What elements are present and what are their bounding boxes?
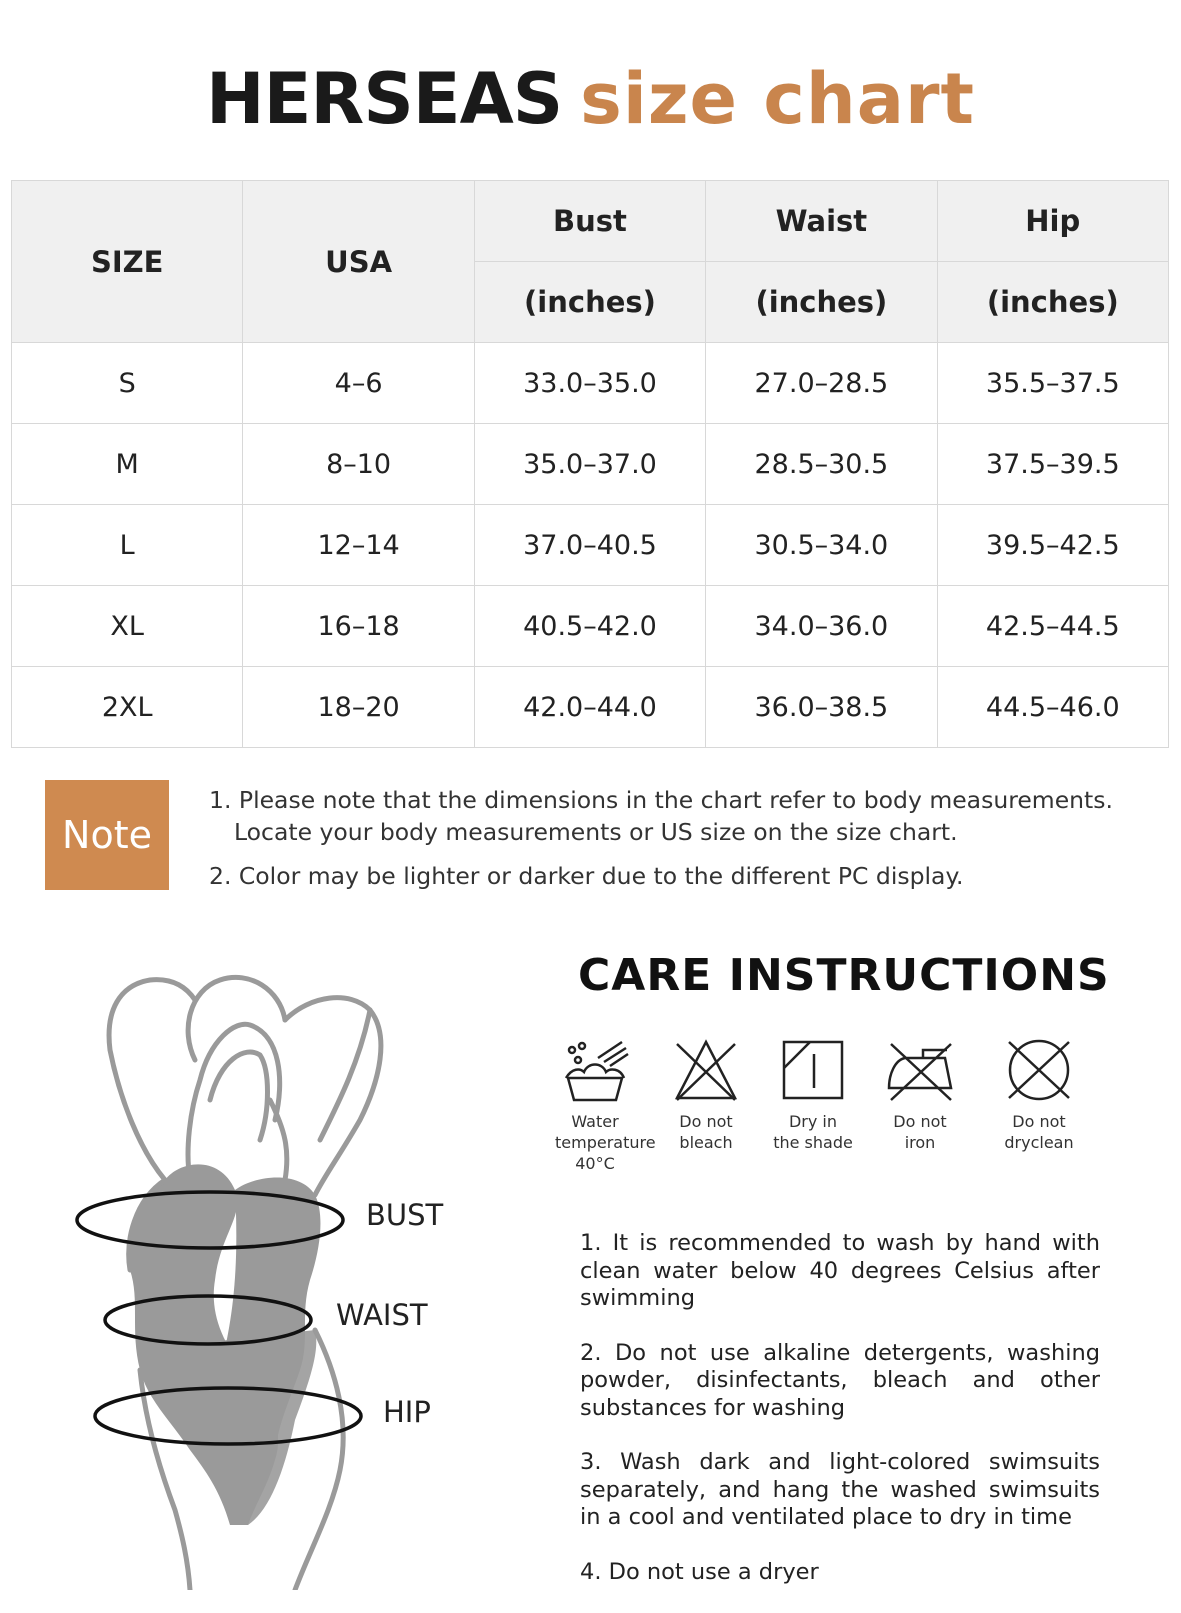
care-label-line2: dryclean — [1004, 1133, 1074, 1152]
title-suffix: size chart — [580, 58, 975, 140]
header-size: SIZE — [12, 181, 243, 343]
care-item-bleach — [666, 1038, 746, 1153]
cell-size: S — [12, 343, 243, 424]
care-item-text: 4. Do not use a dryer — [580, 1558, 819, 1585]
care-label-line1: Dry in — [788, 1112, 838, 1131]
cell-hip: 42.5–44.5 — [937, 586, 1168, 667]
brand-name: HERSEAS — [206, 58, 563, 140]
size-table — [11, 180, 1169, 748]
body-silhouette-icon — [70, 950, 490, 1590]
cell-hip: 35.5–37.5 — [937, 343, 1168, 424]
cell-hip: 37.5–39.5 — [937, 424, 1168, 505]
care-item-iron — [880, 1038, 960, 1153]
header-bust: Bust — [474, 181, 705, 262]
no-dryclean-icon — [1003, 1038, 1075, 1103]
care-item-dryclean — [994, 1038, 1084, 1153]
header-bust-unit: (inches) — [474, 262, 705, 343]
header-hip: Hip — [937, 181, 1168, 262]
note-badge: Note — [45, 780, 169, 890]
table-row — [12, 586, 1169, 667]
cell-usa: 8–10 — [243, 424, 474, 505]
care-item-text: 1. It is recommended to wash by hand with clean water below 40 degrees Celsius after swimming — [580, 1230, 1100, 1311]
hip-label: HIP — [383, 1395, 431, 1429]
cell-bust: 40.5–42.0 — [474, 586, 705, 667]
header-waist-unit: (inches) — [706, 262, 937, 343]
cell-size: 2XL — [12, 667, 243, 748]
cell-size: M — [12, 424, 243, 505]
wash-basin-icon — [560, 1038, 630, 1103]
care-title: CARE INSTRUCTIONS — [578, 950, 1110, 1001]
cell-hip: 39.5–42.5 — [937, 505, 1168, 586]
care-label-line1: Do not — [1012, 1112, 1066, 1131]
care-list — [580, 1230, 1100, 1613]
cell-usa: 18–20 — [243, 667, 474, 748]
table-row — [12, 667, 1169, 748]
cell-bust: 35.0–37.0 — [474, 424, 705, 505]
cell-waist: 27.0–28.5 — [706, 343, 937, 424]
cell-waist: 30.5–34.0 — [706, 505, 937, 586]
header-waist: Waist — [706, 181, 937, 262]
cell-bust: 33.0–35.0 — [474, 343, 705, 424]
cell-bust: 37.0–40.5 — [474, 505, 705, 586]
note-line-1b: Locate your body measurements or US size on the size chart. — [234, 818, 958, 846]
cell-size: L — [12, 505, 243, 586]
cell-hip: 44.5–46.0 — [937, 667, 1168, 748]
care-label-line2: iron — [904, 1133, 936, 1152]
cell-bust: 42.0–44.0 — [474, 667, 705, 748]
care-label-line1: Do not — [893, 1112, 947, 1131]
waist-label: WAIST — [336, 1298, 428, 1332]
header-hip-unit: (inches) — [937, 262, 1168, 343]
no-iron-icon — [883, 1038, 957, 1103]
table-row — [12, 343, 1169, 424]
care-item-wash — [555, 1038, 656, 1174]
care-item-text: 3. Wash dark and light-colored swimsuits separately, and hang the washed swimsuits in a cool and ventilated place to dry in time — [580, 1449, 1100, 1530]
table-row — [12, 505, 1169, 586]
care-item-text: 2. Do not use alkaline detergents, washing powder, disinfectants, bleach and other substances for washing — [580, 1339, 1100, 1421]
header-usa: USA — [243, 181, 474, 343]
page-title — [0, 58, 1181, 140]
care-label-line2: bleach — [679, 1133, 733, 1152]
cell-waist: 34.0–36.0 — [706, 586, 937, 667]
note-line-1a: 1. Please note that the dimensions in the chart refer to body measurements. — [209, 786, 1113, 814]
note-text — [209, 784, 1129, 892]
cell-waist: 36.0–38.5 — [706, 667, 937, 748]
dry-shade-icon — [780, 1038, 846, 1103]
table-row — [12, 424, 1169, 505]
cell-waist: 28.5–30.5 — [706, 424, 937, 505]
care-label-line1: Do not — [679, 1112, 733, 1131]
cell-size: XL — [12, 586, 243, 667]
cell-usa: 12–14 — [243, 505, 474, 586]
body-figure — [70, 950, 490, 1590]
cell-usa: 4–6 — [243, 343, 474, 424]
bust-label: BUST — [366, 1198, 444, 1232]
note-line-1 — [209, 784, 1129, 848]
care-icons — [555, 1038, 1120, 1188]
care-item-dry — [768, 1038, 858, 1153]
no-bleach-icon — [673, 1038, 739, 1103]
care-label-line1: Water — [571, 1112, 619, 1131]
note-line-2: 2. Color may be lighter or darker due to the different PC display. — [209, 862, 964, 890]
care-label-line3: 40°C — [575, 1154, 615, 1173]
cell-usa: 16–18 — [243, 586, 474, 667]
care-label-line2: temperature — [555, 1133, 656, 1152]
care-label-line2: the shade — [773, 1133, 853, 1152]
